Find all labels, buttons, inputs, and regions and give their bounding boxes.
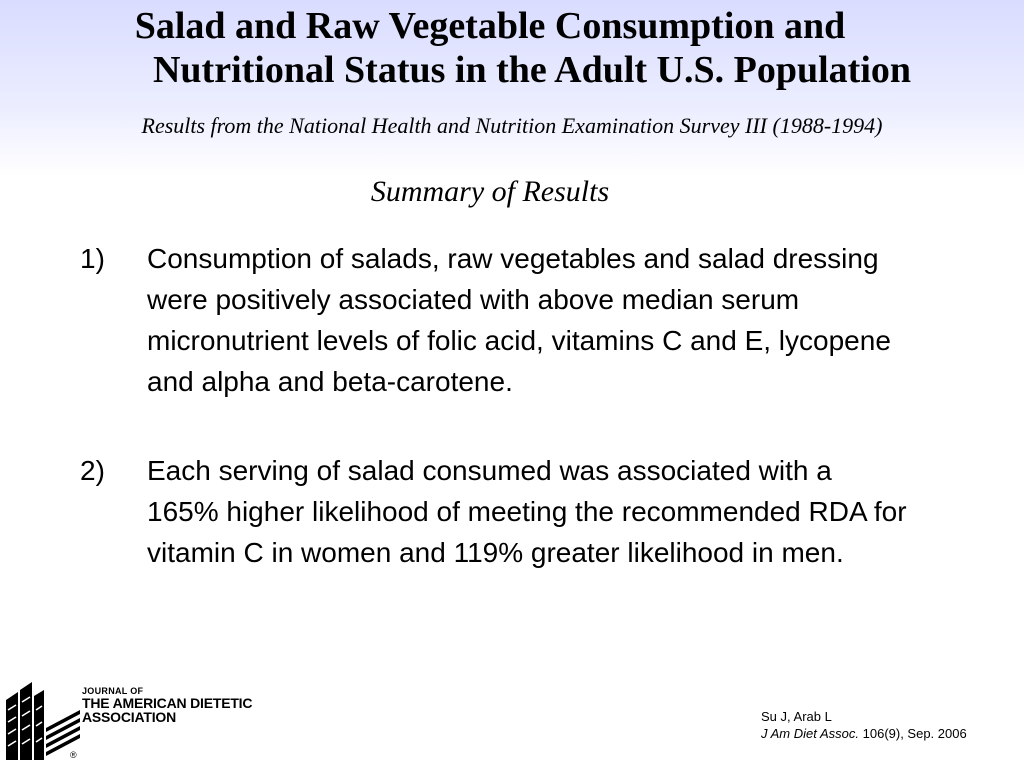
citation-journal: J Am Diet Assoc. [761, 726, 860, 741]
journal-logo-text [82, 686, 252, 724]
result-number: 2) [80, 455, 105, 486]
citation [761, 708, 967, 742]
registered-mark: ® [70, 750, 77, 760]
result-text: Consumption of salads, raw vegetables and salad dressing were positively associated with above median serum micronutrient levels of folic acid, vitamins C and E, lycopene and alpha and beta-carotene. [147, 243, 891, 397]
citation-details: 106(9), Sep. 2006 [859, 726, 967, 741]
logo-line-1: JOURNAL OF [82, 686, 144, 696]
slide-title [0, 4, 1024, 92]
result-item-2 [80, 450, 920, 573]
result-item-1 [80, 238, 920, 402]
journal-logo [4, 680, 254, 764]
title-line-2: Nutritional Status in the Adult U.S. Population [152, 49, 912, 91]
results-list [80, 238, 920, 573]
result-number: 1) [80, 243, 105, 274]
citation-authors: Su J, Arab L [761, 709, 832, 724]
logo-line-3: ASSOCIATION [82, 709, 176, 725]
citation-source [761, 725, 967, 742]
title-line-1: Salad and Raw Vegetable Consumption and [134, 5, 846, 47]
section-title: Summary of Results [370, 175, 610, 208]
slide-subtitle: Results from the National Health and Nutrition Examination Survey III (1988-1994) [141, 113, 883, 138]
logo-line-2: THE AMERICAN DIETETIC [82, 695, 253, 711]
result-text: Each serving of salad consumed was associated with a 165% higher likelihood of meeting the recommended RDA for vitamin C in women and 119% greater likelihood in men. [147, 455, 907, 568]
